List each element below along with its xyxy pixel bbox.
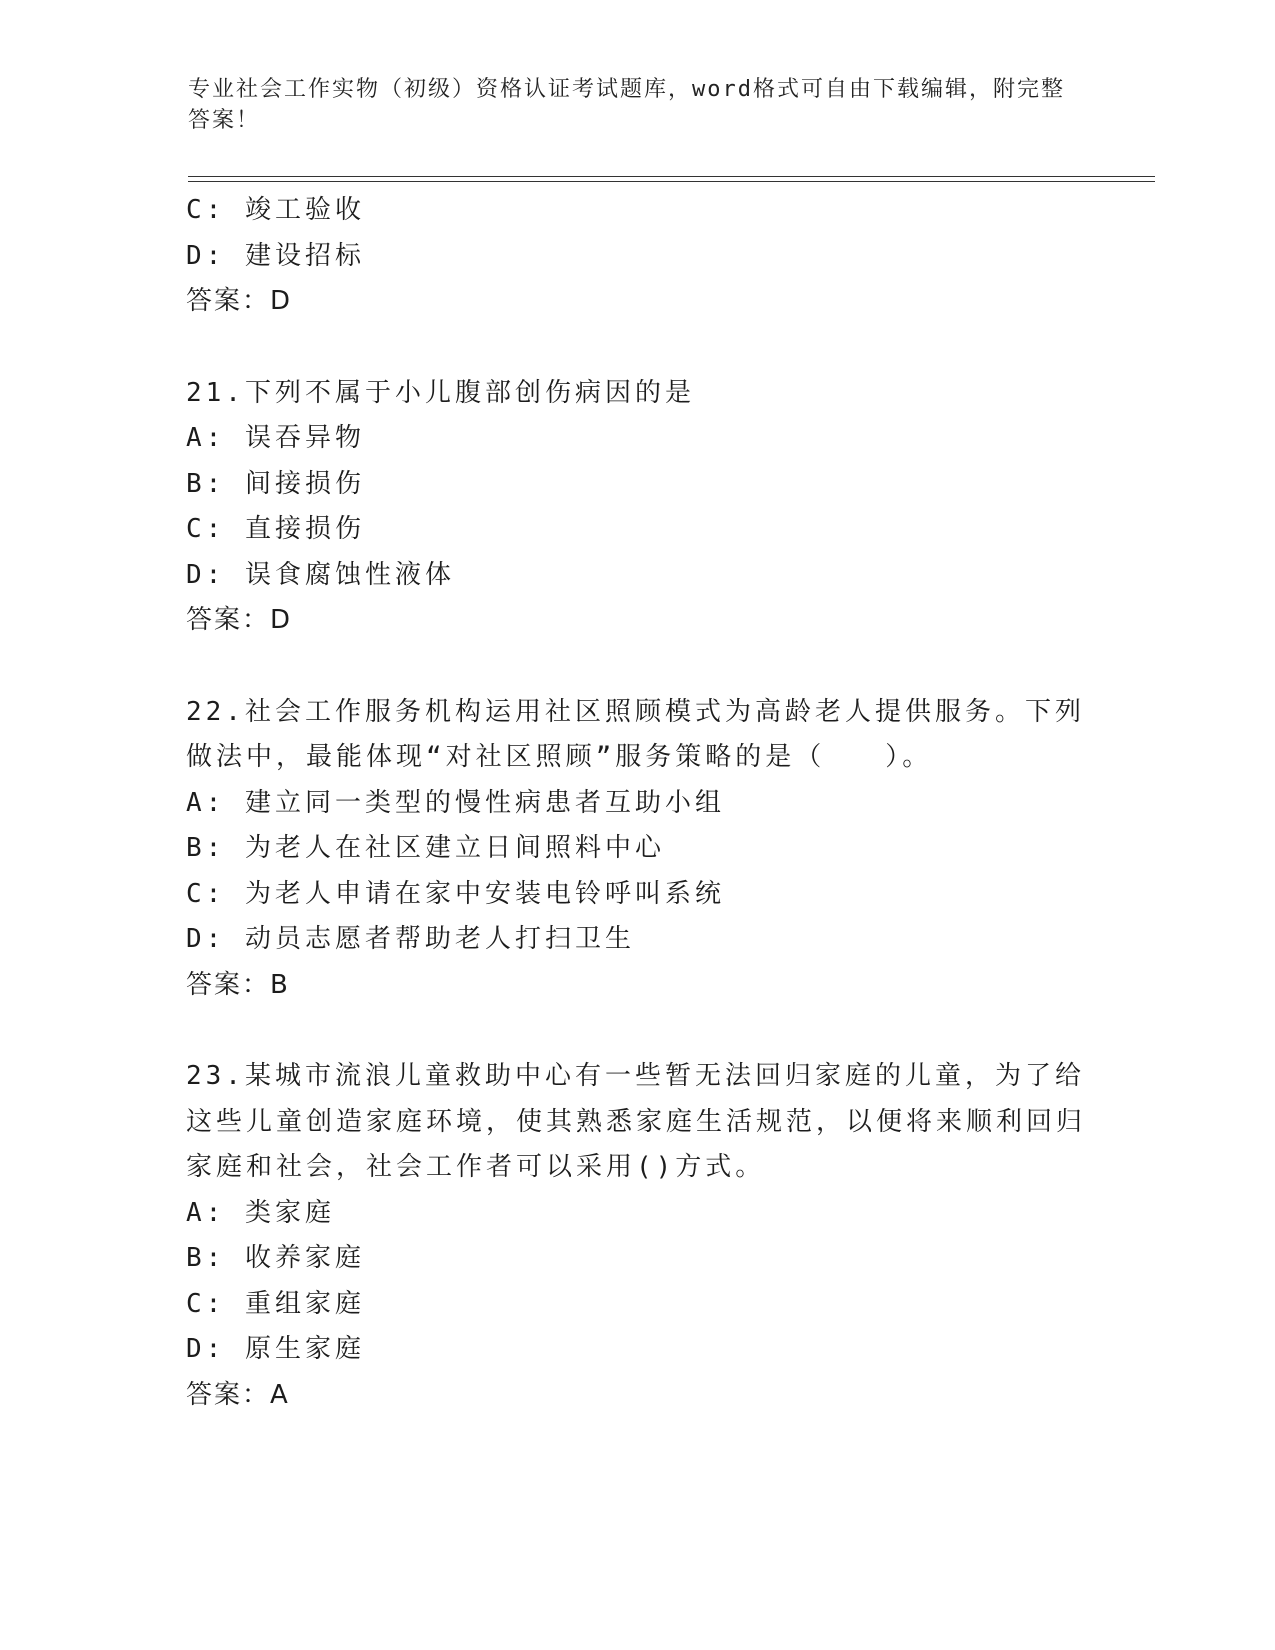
option-b: B: 为老人在社区建立日间照料中心 (186, 833, 665, 863)
answer-line: 答案：A (186, 1379, 290, 1410)
question-stem: 22.社会工作服务机构运用社区照顾模式为高龄老人提供服务。下列做法中，最能体现“对社区照顾”服务策略的是（ ）。 (186, 696, 1085, 772)
option-d: D: 原生家庭 (186, 1334, 365, 1364)
option-d: D: 建设招标 (186, 240, 365, 271)
header-rule-bottom (188, 181, 1155, 182)
answer-line: 答案：B (186, 969, 290, 1000)
option-d: D: 误食腐蚀性液体 (186, 559, 455, 590)
option-c: C: 竣工验收 (186, 195, 365, 225)
option-c: C: 为老人申请在家中安装电铃呼叫系统 (186, 878, 725, 909)
page-header: 专业社会工作实物（初级）资格认证考试题库，word格式可自由下载编辑，附完整答案！ (188, 77, 1065, 133)
answer-line: 答案：D (186, 605, 293, 635)
option-d: D: 动员志愿者帮助老人打扫卫生 (186, 924, 635, 954)
option-a: A: 误吞异物 (186, 423, 365, 453)
option-a: A: 类家庭 (186, 1197, 335, 1228)
header-rule-top (188, 176, 1155, 177)
option-c: C: 直接损伤 (186, 514, 365, 544)
question-stem: 21.下列不属于小儿腹部创伤病因的是 (186, 377, 695, 408)
carryover-block (186, 188, 1086, 325)
question-23 (186, 1054, 1086, 1418)
question-list (186, 188, 1086, 1418)
question-22 (186, 690, 1086, 1009)
answer-line: 答案：D (186, 286, 293, 316)
question-21 (186, 371, 1086, 644)
option-b: B: 收养家庭 (186, 1243, 365, 1273)
option-b: B: 间接损伤 (186, 468, 365, 499)
option-c: C: 重组家庭 (186, 1288, 365, 1319)
question-stem: 23.某城市流浪儿童救助中心有一些暂无法回归家庭的儿童，为了给这些儿童创造家庭环境，使其熟悉家庭生活规范，以便将来顺利回归家庭和社会，社会工作者可以采用()方式。 (186, 1061, 1087, 1182)
option-a: A: 建立同一类型的慢性病患者互助小组 (186, 787, 725, 818)
